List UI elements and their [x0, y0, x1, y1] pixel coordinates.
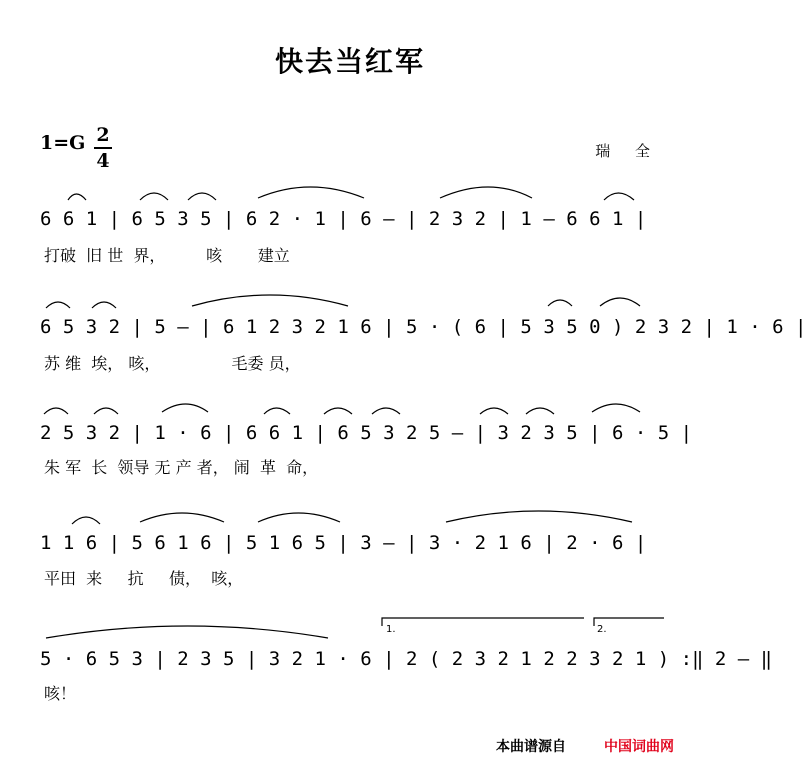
- ending-bracket: [382, 618, 584, 626]
- slur-mark: [94, 408, 118, 414]
- time-signature: [94, 124, 112, 172]
- slur-mark: [162, 404, 208, 412]
- notation-row-1: 6 6 1 | 6 5 3 5 | 6 2 · 1 | 6 – | 2 3 2 | 1 – 6 6 1 |: [40, 208, 647, 230]
- slur-mark: [604, 193, 634, 200]
- key-signature: 1=G: [40, 132, 86, 154]
- time-signature-bar: [94, 147, 112, 149]
- composer: 瑞 全: [595, 142, 660, 160]
- slur-mark: [264, 408, 290, 414]
- lyrics-row-5: 咳！: [44, 684, 77, 703]
- slur-mark: [600, 298, 640, 306]
- first-ending-label: 1.: [386, 624, 396, 635]
- time-signature-beats: 2: [96, 124, 110, 146]
- slur-mark: [46, 626, 328, 638]
- notation-row-2: 6 5 3 2 | 5 – | 6 1 2 3 2 1 6 | 5 · ( 6 | 5 3 5 0 ) 2 3 2 | 1 · 6 |: [40, 316, 806, 338]
- slur-mark: [258, 513, 340, 522]
- slur-mark: [140, 513, 224, 522]
- lyrics-row-3: 朱 军 长 领导 无 产 者， 闹 革 命，: [44, 458, 319, 477]
- slur-mark: [46, 302, 70, 308]
- lyrics-row-2: 苏 维 埃， 咳， 毛委 员，: [44, 354, 301, 373]
- lyrics-row-1: 打破 旧 世 界， 咳 建立: [44, 246, 290, 265]
- slur-mark: [72, 517, 100, 524]
- slur-mark: [68, 194, 86, 200]
- slur-mark: [188, 193, 216, 200]
- slur-mark: [592, 404, 640, 412]
- slur-mark: [526, 408, 554, 414]
- ending-bracket: [594, 618, 664, 626]
- notation-row-4: 1 1 6 | 5 6 1 6 | 5 1 6 5 | 3 – | 3 · 2 1 6 | 2 · 6 |: [40, 532, 647, 554]
- notation-row-3: 2 5 3 2 | 1 · 6 | 6 6 1 | 6 5 3 2 5 – | 3 2 3 5 | 6 · 5 |: [40, 422, 693, 444]
- slur-mark: [192, 295, 348, 306]
- time-signature-unit: 4: [96, 150, 110, 172]
- source-label: 本曲谱源自: [496, 739, 566, 755]
- slur-mark: [548, 300, 572, 306]
- second-ending-label: 2.: [597, 624, 607, 635]
- slur-mark: [480, 408, 508, 414]
- site-label[interactable]: 中国词曲网: [604, 739, 674, 755]
- slur-mark: [324, 408, 352, 414]
- slur-mark: [372, 408, 400, 414]
- page-title: 快去当红军: [274, 45, 425, 78]
- lyrics-row-4: 平田 来 抗 债， 咳，: [44, 569, 244, 588]
- slur-mark: [92, 302, 116, 308]
- notation-row-5: 5 · 6 5 3 | 2 3 5 | 3 2 1 · 6 | 2 ( 2 3 2 1 2 2 3 2 1 ) :‖ 2 – ‖: [40, 648, 773, 670]
- slur-mark: [258, 187, 364, 198]
- slur-mark: [440, 187, 532, 198]
- slur-mark: [446, 511, 632, 522]
- slur-mark: [140, 193, 168, 200]
- slur-mark: [44, 408, 68, 414]
